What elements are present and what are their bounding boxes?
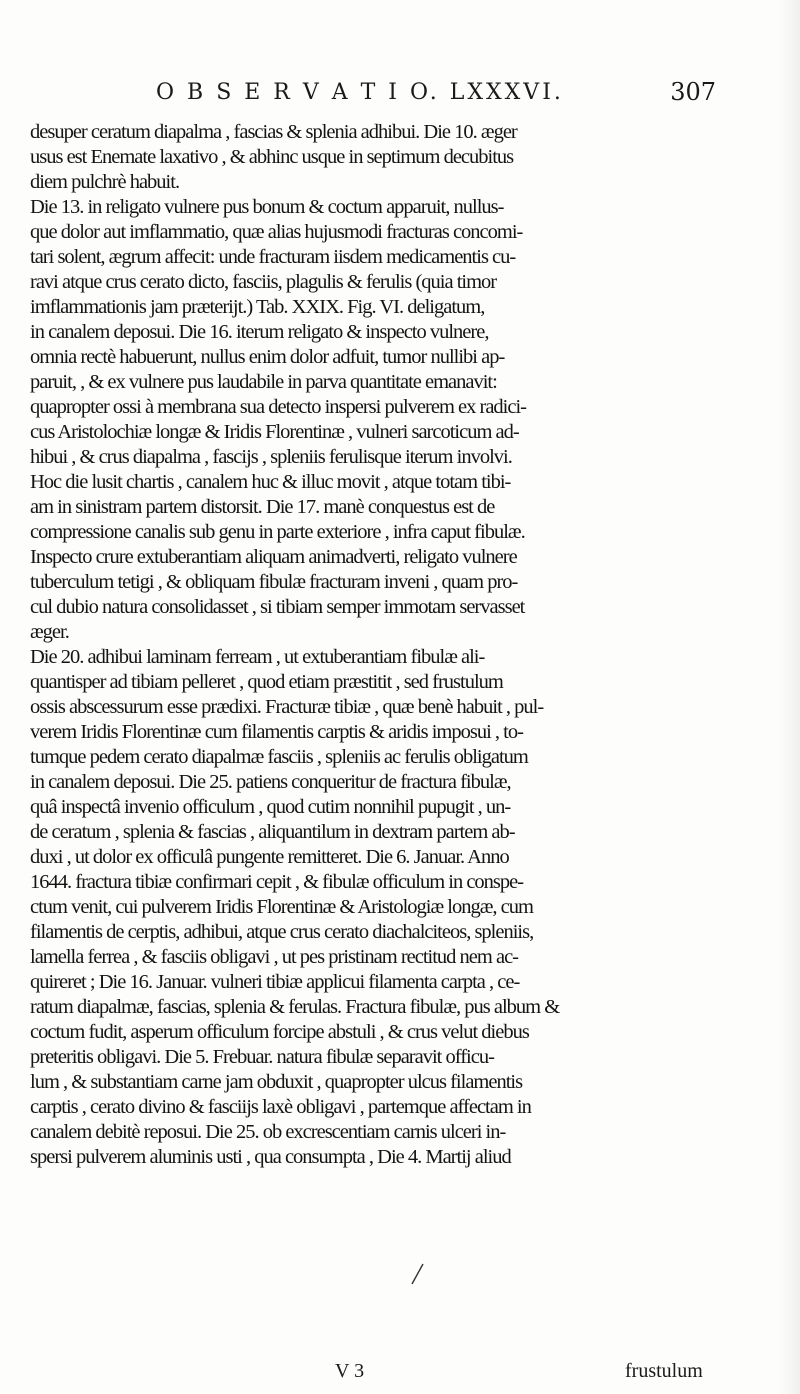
text-line: æger. bbox=[30, 621, 69, 643]
text-line: quâ inspectâ invenio officulum , quod cutim nonnihil pupugit , un- bbox=[30, 796, 511, 818]
text-line: ctum venit, cui pulverem Iridis Florentinæ & Aristologiæ longæ, cum bbox=[30, 896, 533, 918]
text-line: quapropter ossi à membrana sua detecto inspersi pulverem ex radici- bbox=[30, 396, 526, 418]
text-line: preteritis obligavi. Die 5. Frebuar. natura fibulæ separavit officu- bbox=[30, 1046, 494, 1068]
body-text bbox=[30, 120, 785, 1170]
text-line: cul dubio natura consolidasset , si tibiam semper immotam servasset bbox=[30, 596, 525, 618]
text-line: tumque pedem cerato diapalmæ fasciis , spleniis ac ferulis obligatum bbox=[30, 746, 528, 768]
text-line: Die 20. adhibui laminam ferream , ut extuberantiam fibulæ ali- bbox=[30, 646, 485, 668]
text-line: verem Iridis Florentinæ cum filamentis carptis & aridis imposui , to- bbox=[30, 721, 523, 743]
text-line: Hoc die lusit chartis , canalem huc & illuc movit , atque totam tibi- bbox=[30, 471, 511, 493]
running-head-title: O B S E R V A T I O. LXXXVI. bbox=[156, 80, 564, 105]
pen-stroke-mark bbox=[408, 1262, 428, 1286]
text-line: tuberculum tetigi , & obliquam fibulæ fracturam inveni , quam pro- bbox=[30, 571, 518, 593]
text-line: lamella ferrea , & fasciis obligavi , ut pes pristinam rectitud nem ac- bbox=[30, 946, 518, 968]
page-number: 307 bbox=[670, 78, 716, 106]
signature-mark: V 3 bbox=[335, 1360, 365, 1382]
text-line: duxi , ut dolor ex officulâ pungente remitteret. Die 6. Januar. Anno bbox=[30, 846, 509, 868]
text-line: Inspecto crure extuberantiam aliquam animadverti, religato vulnere bbox=[30, 546, 517, 568]
text-line: desuper ceratum diapalma , fascias & splenia adhibui. Die 10. æger bbox=[30, 121, 517, 143]
text-line: Die 13. in religato vulnere pus bonum & coctum apparuit, nullus- bbox=[30, 196, 504, 218]
catchword: frustulum bbox=[625, 1360, 703, 1382]
text-line: in canalem deposui. Die 25. patiens conqueritur de fractura fibulæ, bbox=[30, 771, 511, 793]
text-line: diem pulchrè habuit. bbox=[30, 171, 180, 193]
text-line: cus Aristolochiæ longæ & Iridis Florentinæ , vulneri sarcoticum ad- bbox=[30, 421, 519, 443]
text-line: usus est Enemate laxativo , & abhinc usque in septimum decubitus bbox=[30, 146, 514, 168]
text-line: de ceratum , splenia & fascias , aliquantilum in dextram partem ab- bbox=[30, 821, 515, 843]
text-line: 1644. fractura tibiæ confirmari cepit , & fibulæ officulum in conspe- bbox=[30, 871, 524, 893]
text-line: carptis , cerato divino & fasciijs laxè obligavi , partemque affectam in bbox=[30, 1096, 531, 1118]
text-line: quireret ; Die 16. Januar. vulneri tibiæ applicui filamenta carpta , ce- bbox=[30, 971, 520, 993]
text-line: paruit, , & ex vulnere pus laudabile in parva quantitate emanavit: bbox=[30, 371, 497, 393]
text-line: omnia rectè habuerunt, nullus enim dolor adfuit, tumor nullibi ap- bbox=[30, 346, 505, 368]
text-line: am in sinistram partem distorsit. Die 17. manè conquestus est de bbox=[30, 496, 495, 518]
running-head bbox=[156, 80, 716, 112]
text-line: quantisper ad tibiam pelleret , quod etiam præstitit , sed frustulum bbox=[30, 671, 503, 693]
text-line: coctum fudit, asperum officulum forcipe abstuli , & crus velut diebus bbox=[30, 1021, 529, 1043]
text-line: ratum diapalmæ, fascias, splenia & ferulas. Fractura fibulæ, pus album & bbox=[30, 996, 560, 1018]
text-line: spersi pulverem aluminis usti , qua consumpta , Die 4. Martij aliud bbox=[30, 1146, 511, 1168]
text-line: filamentis de cerptis, adhibui, atque crus cerato diachalciteos, spleniis, bbox=[30, 921, 534, 943]
text-line: hibui , & crus diapalma , fascijs , spleniis ferulisque iterum involvi. bbox=[30, 446, 512, 468]
text-line: que dolor aut imflammatio, quæ alias hujusmodi fracturas concomi- bbox=[30, 221, 523, 243]
text-line: lum , & substantiam carne jam obduxit , quapropter ulcus filamentis bbox=[30, 1071, 523, 1093]
text-line: tari solent, ægrum affecit: unde fracturam iisdem medicamentis cu- bbox=[30, 246, 516, 268]
text-line: canalem debitè reposui. Die 25. ob excrescentiam carnis ulceri in- bbox=[30, 1121, 506, 1143]
text-line: imflammationis jam præterijt.) Tab. XXIX. Fig. VI. deligatum, bbox=[30, 296, 485, 318]
text-line: ossis abscessurum esse prædixi. Fracturæ tibiæ , quæ benè habuit , pul- bbox=[30, 696, 544, 718]
text-line: in canalem deposui. Die 16. iterum religato & inspecto vulnere, bbox=[30, 321, 489, 343]
text-line: ravi atque crus cerato dicto, fasciis, plagulis & ferulis (quia timor bbox=[30, 271, 497, 293]
text-line: compressione canalis sub genu in parte exteriore , infra caput fibulæ. bbox=[30, 521, 525, 543]
